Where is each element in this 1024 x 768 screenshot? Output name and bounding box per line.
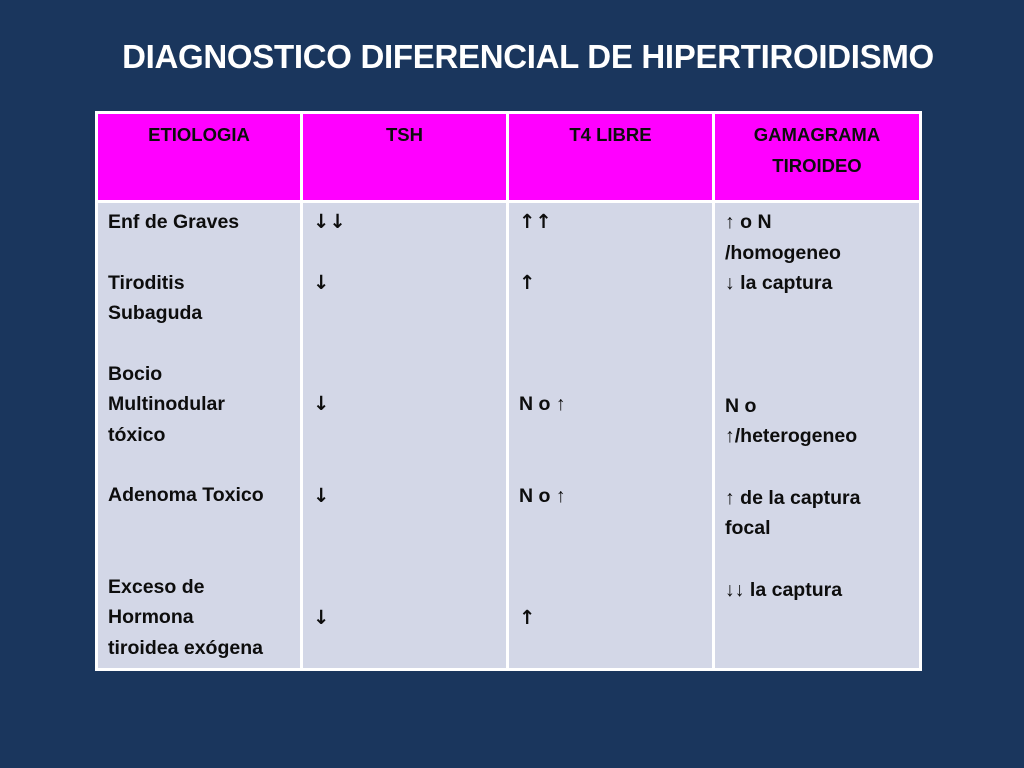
gamagrama-graves-tiroditis: ↑ o N /homogeneo ↓ la captura <box>725 211 841 294</box>
etiologia-tiroditis-subaguda: Tiroditis Subaguda <box>108 271 203 324</box>
etiologia-bocio-multinodular: Bocio Multinodular tóxico <box>108 362 225 446</box>
header-tsh: TSH <box>302 113 508 202</box>
tsh-column <box>302 202 508 670</box>
etiologia-exceso-hormona: Exceso de Hormona tiroidea exógena <box>108 575 263 659</box>
tsh-bocio-multinodular: ↓ <box>313 392 330 415</box>
etiologia-graves: Enf de Graves <box>108 211 240 233</box>
t4-graves: ↑↑ <box>519 210 552 233</box>
t4-bocio-multinodular: N o ↑ <box>519 393 566 415</box>
t4-exceso-hormona: ↑ <box>519 606 536 629</box>
header-gamagrama-tiroideo: GAMAGRAMA TIROIDEO <box>714 113 921 202</box>
table-header-row <box>97 113 921 202</box>
slide-title: DIAGNOSTICO DIFERENCIAL DE HIPERTIROIDISMO <box>122 38 934 75</box>
gamagrama-column <box>714 202 921 670</box>
etiologia-adenoma-toxico: Adenoma Toxico <box>108 484 264 506</box>
t4-libre-column <box>508 202 714 670</box>
tsh-adenoma-toxico: ↓ <box>313 483 330 507</box>
tsh-tiroditis-subaguda: ↓ <box>313 270 330 294</box>
etiologia-column <box>97 202 302 670</box>
table-body-row <box>97 202 921 670</box>
tsh-exceso-hormona: ↓ <box>313 606 330 629</box>
header-t4-libre: T4 LIBRE <box>508 113 714 202</box>
header-etiologia: ETIOLOGIA <box>97 113 302 202</box>
gamagrama-adenoma-toxico: ↑ de la captura focal <box>725 486 861 539</box>
t4-adenoma-toxico: N o ↑ <box>519 484 566 507</box>
differential-diagnosis-table <box>95 111 922 671</box>
gamagrama-bocio-multinodular: N o ↑/heterogeneo <box>725 394 858 447</box>
t4-tiroditis-subaguda: ↑ <box>519 270 536 294</box>
tsh-graves: ↓↓ <box>313 210 346 233</box>
gamagrama-exceso-hormona: ↓↓ la captura <box>725 578 843 601</box>
